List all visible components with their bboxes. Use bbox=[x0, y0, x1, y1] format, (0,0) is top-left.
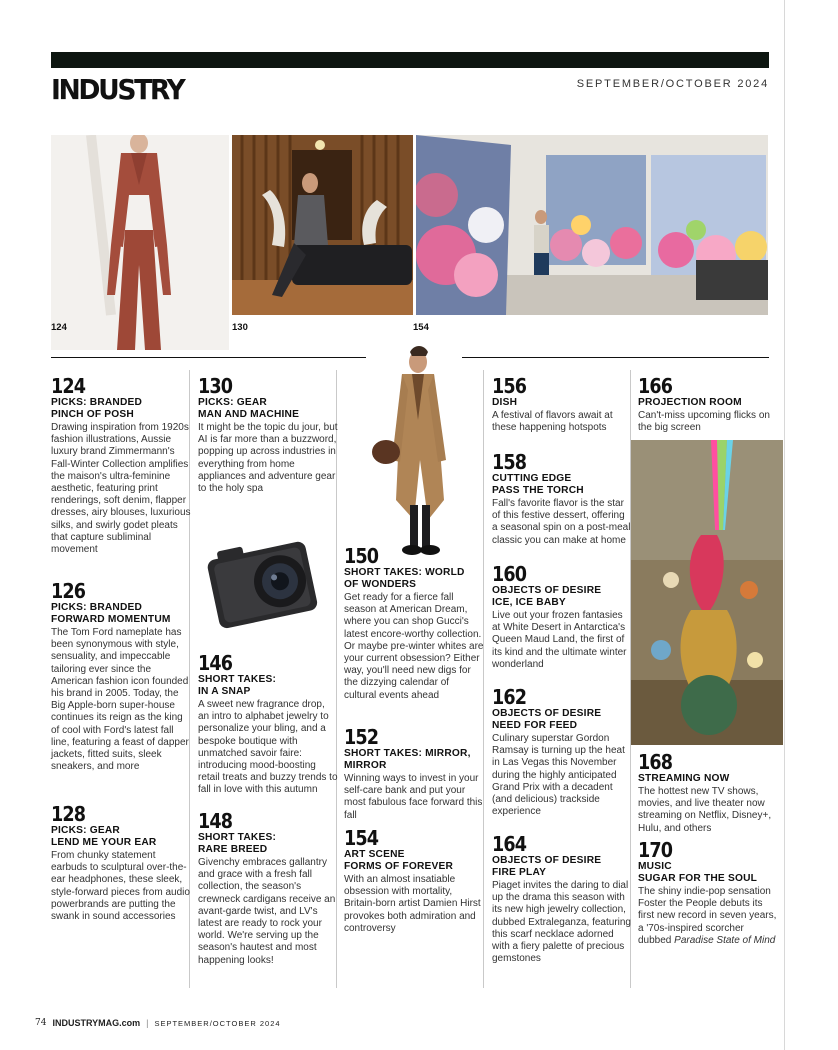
description: With an almost insatiable obsession with mortality, Britain-born artist Damien Hirst provokes both admiration and controversy bbox=[344, 874, 481, 934]
toc-entry-166[interactable] bbox=[638, 375, 778, 434]
headline: FORWARD MOMENTUM bbox=[51, 614, 171, 625]
photo-surreal-artwork[interactable] bbox=[631, 440, 783, 745]
issue-date: SEPTEMBER/OCTOBER 2024 bbox=[576, 78, 769, 90]
category: OBJECTS OF DESIRE bbox=[492, 855, 602, 866]
description: Givenchy embraces gallantry and grace with a fresh fall collection, the season's crewneck cardigans receive an avant-garde twist, and LV's latest are ready to rock your world. We're serving up the season's hautest and most happening looks! bbox=[198, 857, 336, 966]
category: PICKS: BRANDED bbox=[51, 602, 143, 613]
header-bar bbox=[51, 52, 769, 68]
headline: RARE BREED bbox=[198, 844, 268, 855]
footer-separator: | bbox=[146, 1018, 149, 1028]
page-number: 170 bbox=[638, 838, 673, 862]
page-number: 166 bbox=[638, 374, 673, 398]
page-number: 152 bbox=[344, 725, 379, 749]
headline: LEND ME YOUR EAR bbox=[51, 837, 157, 848]
page-number: 150 bbox=[344, 544, 379, 568]
category: STREAMING NOW bbox=[638, 773, 730, 784]
category: PICKS: BRANDED bbox=[51, 397, 143, 408]
description: Winning ways to invest in your self-care bank and put your most fabulous face forward this fall bbox=[344, 773, 483, 821]
page-number: 154 bbox=[344, 826, 379, 850]
headline: MAN AND MACHINE bbox=[198, 409, 300, 420]
toc-entry-148[interactable] bbox=[198, 810, 338, 967]
category: MUSIC bbox=[638, 861, 672, 872]
toc-entry-124[interactable] bbox=[51, 375, 191, 556]
category: PICKS: GEAR bbox=[51, 825, 120, 836]
page-number: 130 bbox=[198, 374, 233, 398]
category: DISH bbox=[492, 397, 518, 408]
industry-logo: INDUSTRY bbox=[51, 73, 184, 106]
description: A festival of flavors await at these happening hotspots bbox=[492, 410, 613, 434]
photo-label-124: 124 bbox=[51, 322, 67, 333]
toc-entry-128[interactable] bbox=[51, 803, 191, 923]
page-edge-line bbox=[784, 0, 785, 1050]
headline: SUGAR FOR THE SOUL bbox=[638, 873, 758, 884]
headline: IN A SNAP bbox=[198, 686, 251, 697]
description: Fall's favorite flavor is the star of this festive dessert, offering a seasonal spin on a post-meal classic you can make at home bbox=[492, 498, 631, 546]
page-number: 148 bbox=[198, 809, 233, 833]
description: A sweet new fragrance drop, an intro to alphabet jewelry to personalize your bling, and a bespoke boutique with unmatched savoir faire: introducing mood-boosting retail treats and buzzy trends to fall in love with this autumn bbox=[198, 699, 338, 796]
toc-entry-146[interactable] bbox=[198, 652, 338, 797]
toc-entry-150[interactable] bbox=[344, 545, 484, 702]
photo-camera[interactable] bbox=[200, 525, 325, 640]
description: Piaget invites the daring to dial up the drama this season with its new high jewelry collection, dubbed Extraleganza, featuring this scarf necklace adorned with a fiery palette of precious gemstones bbox=[492, 880, 631, 965]
toc-entry-160[interactable] bbox=[492, 563, 632, 671]
photo-trench-coat-model[interactable] bbox=[366, 340, 462, 565]
photo-robot-spa[interactable] bbox=[232, 135, 413, 315]
description bbox=[638, 886, 778, 947]
toc-entry-156[interactable] bbox=[492, 375, 632, 434]
page-footer bbox=[35, 1018, 281, 1028]
toc-entry-170[interactable] bbox=[638, 839, 778, 947]
toc-entry-158[interactable] bbox=[492, 451, 632, 547]
page-number: 124 bbox=[51, 374, 86, 398]
headline: OF WONDERS bbox=[344, 579, 417, 590]
headline: FIRE PLAY bbox=[492, 867, 547, 878]
photo-label-154: 154 bbox=[413, 322, 429, 333]
category: PROJECTION ROOM bbox=[638, 397, 742, 408]
headline: PINCH OF POSH bbox=[51, 409, 134, 420]
category: SHORT TAKES: bbox=[198, 832, 277, 843]
toc-entry-164[interactable] bbox=[492, 833, 632, 965]
category: OBJECTS OF DESIRE bbox=[492, 708, 602, 719]
website-link[interactable]: INDUSTRYMAG.com bbox=[52, 1018, 141, 1028]
page-number: 146 bbox=[198, 651, 233, 675]
description: The hottest new TV shows, movies, and live theater now streaming on Netflix, Disney+, Hulu, and others bbox=[638, 786, 772, 834]
toc-entry-152[interactable] bbox=[344, 726, 484, 822]
headline: MIRROR bbox=[344, 760, 387, 771]
photo-fashion-model[interactable] bbox=[51, 135, 229, 350]
category: SHORT TAKES: WORLD bbox=[344, 567, 465, 578]
page-number: 160 bbox=[492, 562, 527, 586]
category: PICKS: GEAR bbox=[198, 397, 267, 408]
toc-entry-162[interactable] bbox=[492, 686, 632, 818]
category: SHORT TAKES: bbox=[198, 674, 277, 685]
category: SHORT TAKES: MIRROR, bbox=[344, 748, 471, 759]
toc-entry-130[interactable] bbox=[198, 375, 338, 495]
toc-entry-168[interactable] bbox=[638, 751, 778, 835]
page-number: 156 bbox=[492, 374, 527, 398]
category: CUTTING EDGE bbox=[492, 473, 572, 484]
photo-artist-studio[interactable] bbox=[416, 135, 768, 315]
description: Get ready for a fierce fall season at American Dream, where you can shop Gucci's latest encore-worthy collection. Or maybe pre-winter whites are your current obsession? Either way, you'll need new digs for the dizzying calendar of cultural events ahead bbox=[344, 592, 484, 701]
page-number: 168 bbox=[638, 750, 673, 774]
category: OBJECTS OF DESIRE bbox=[492, 585, 602, 596]
headline: FORMS OF FOREVER bbox=[344, 861, 454, 872]
description: Can't-miss upcoming flicks on the big screen bbox=[638, 410, 770, 434]
album-title: Paradise State of Mind bbox=[674, 934, 776, 946]
description: From chunky statement earbuds to sculptural over-the-ear headphones, these sleek, style-forward pieces from audio powerbrands are putting the swank in sound accessories bbox=[51, 850, 190, 923]
folio-page-number: 74 bbox=[35, 1018, 47, 1028]
footer-date: SEPTEMBER/OCTOBER 2024 bbox=[154, 1018, 281, 1028]
description: Drawing inspiration from 1920s fashion illustrations, Aussie luxury brand Zimmermann's Fall-Winter Collection amplifies the maison's ultra-feminine aesthetic, featuring print renderings, soft denim, flapper dresses, airy blouses, luxurious silks, and swirly godet pleats that capture subliminal movement bbox=[51, 422, 191, 556]
description: Culinary superstar Gordon Ramsay is turning up the heat in Las Vegas this November during the highly anticipated Grand Prix with a decadent (and delicious) trackside experience bbox=[492, 733, 625, 818]
category: ART SCENE bbox=[344, 849, 405, 860]
page-number: 164 bbox=[492, 832, 527, 856]
toc-entry-154[interactable] bbox=[344, 827, 484, 935]
page-number: 162 bbox=[492, 685, 527, 709]
page-number: 158 bbox=[492, 450, 527, 474]
photo-label-130: 130 bbox=[232, 322, 248, 333]
toc-entry-126[interactable] bbox=[51, 580, 191, 773]
headline: ICE, ICE BABY bbox=[492, 597, 566, 608]
headline: NEED FOR FEED bbox=[492, 720, 578, 731]
description: The Tom Ford nameplate has been synonymous with style, sensuality, and impeccable tailoring ever since the American fashion icon founded his brand in 2005. Today, the Big Apple-born super-house continues its reign as the king of cool with Ford's latest fall line, featuring a feast of dapper jackets, fitted suits, sleek sneakers, and more bbox=[51, 627, 189, 773]
page-number: 126 bbox=[51, 579, 86, 603]
description-text: The shiny indie-pop sensation Foster the People debuts its first new record in seven years, a '70s-inspired scorcher dubbed bbox=[638, 886, 777, 946]
headline: PASS THE TORCH bbox=[492, 485, 584, 496]
description: Live out your frozen fantasies at White Desert in Antarctica's Queen Maud Land, the first of its kind and the ultimate winter wonderland bbox=[492, 610, 627, 670]
description: It might be the topic du jour, but AI is far more than a buzzword, popping up across industries in everything from home appliances and adventure gear to the holy spa bbox=[198, 422, 338, 495]
page-number: 128 bbox=[51, 802, 86, 826]
